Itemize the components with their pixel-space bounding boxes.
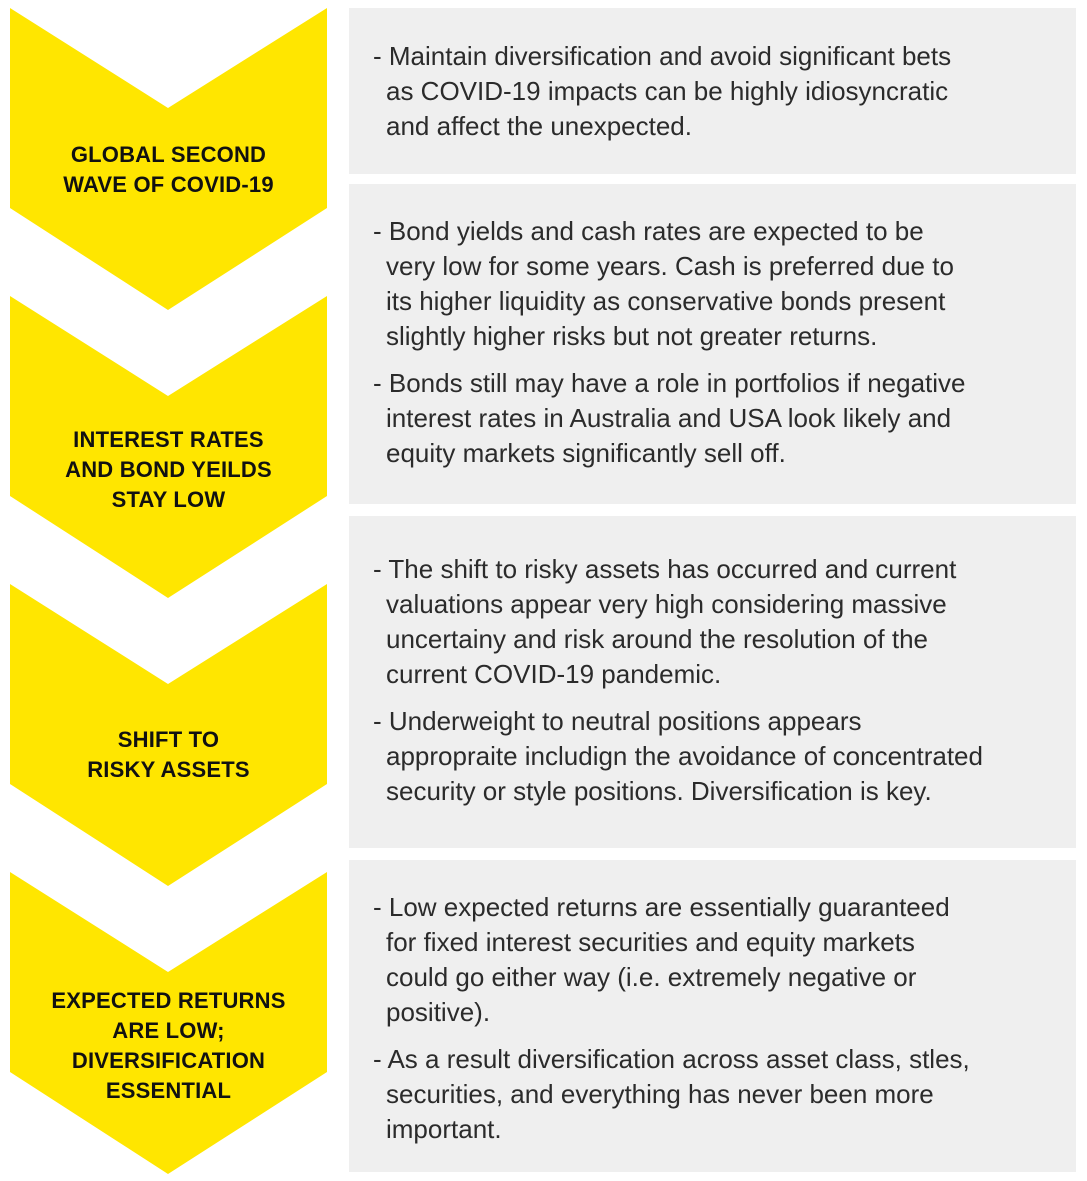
chevron-label	[10, 986, 327, 1106]
bullet-line: - Bond yields and cash rates are expected to be	[373, 216, 924, 246]
bullet-line: uncertainy and risk around the resolution of the	[386, 624, 929, 654]
panel-3	[349, 516, 1076, 848]
bullet-line: interest rates in Australia and USA look likely and	[386, 403, 952, 433]
bullet-line: very low for some years. Cash is preferred due to	[386, 251, 954, 281]
bullet-line: - As a result diversification across asset class, stles,	[373, 1044, 970, 1074]
bullet-line: important.	[386, 1114, 502, 1144]
chevron-3	[10, 584, 327, 886]
bullet-line: - Underweight to neutral positions appears	[373, 706, 862, 736]
bullet-item	[373, 214, 1066, 354]
chevron-4	[10, 872, 327, 1174]
chevron-label-line: RISKY ASSETS	[87, 757, 250, 782]
chevron-label-line: ARE LOW;	[112, 1018, 225, 1043]
chevron-2	[10, 296, 327, 598]
panel-4	[349, 860, 1076, 1172]
chevron-label	[10, 140, 327, 200]
chevron-label-line: STAY LOW	[111, 487, 226, 512]
bullet-line: its higher liquidity as conservative bonds present	[386, 286, 946, 316]
bullet-line: equity markets significantly sell off.	[386, 438, 786, 468]
bullet-line: could go either way (i.e. extremely negative or	[386, 962, 917, 992]
bullet-item	[373, 366, 1066, 471]
chevron-label-line: INTEREST RATES	[73, 427, 264, 452]
chevron-label-line: ESSENTIAL	[105, 1078, 232, 1103]
bullet-item	[373, 1042, 1066, 1147]
bullet-item	[373, 890, 1066, 1030]
chevron-label	[10, 425, 327, 515]
bullet-item	[373, 552, 1066, 692]
bullet-line: - The shift to risky assets has occurred and current	[373, 554, 957, 584]
bullet-line: - Maintain diversification and avoid significant bets	[373, 41, 952, 71]
bullet-line: - Low expected returns are essentially guaranteed	[373, 892, 950, 922]
bullet-item	[373, 39, 1066, 144]
bullet-item	[373, 704, 1066, 809]
bullet-line: valuations appear very high considering massive	[386, 589, 947, 619]
bullet-line: and affect the unexpected.	[386, 111, 692, 141]
chevron-label-line: EXPECTED RETURNS	[51, 988, 286, 1013]
chevron-label-line: WAVE OF COVID-19	[63, 172, 274, 197]
chevron-label	[10, 725, 327, 785]
panel-2	[349, 184, 1076, 504]
chevron-1	[10, 8, 327, 310]
bullet-line: as COVID-19 impacts can be highly idiosyncratic	[386, 76, 949, 106]
bullet-line: - Bonds still may have a role in portfolios if negative	[373, 368, 966, 398]
bullet-line: slightly higher risks but not greater returns.	[386, 321, 878, 351]
bullet-line: positive).	[386, 997, 491, 1027]
bullet-line: current COVID-19 pandemic.	[386, 659, 722, 689]
chevron-label-line: AND BOND YEILDS	[65, 457, 272, 482]
chevron-label-line: GLOBAL SECOND	[70, 142, 267, 167]
bullet-line: security or style positions. Diversification is key.	[386, 776, 932, 806]
chevron-label-line: DIVERSIFICATION	[71, 1048, 266, 1073]
chevron-label-line: SHIFT TO	[117, 727, 220, 752]
bullet-line: securities, and everything has never been more	[386, 1079, 934, 1109]
bullet-line: appropraite includign the avoidance of concentrated	[386, 741, 983, 771]
panel-1	[349, 8, 1076, 174]
bullet-line: for fixed interest securities and equity markets	[386, 927, 915, 957]
